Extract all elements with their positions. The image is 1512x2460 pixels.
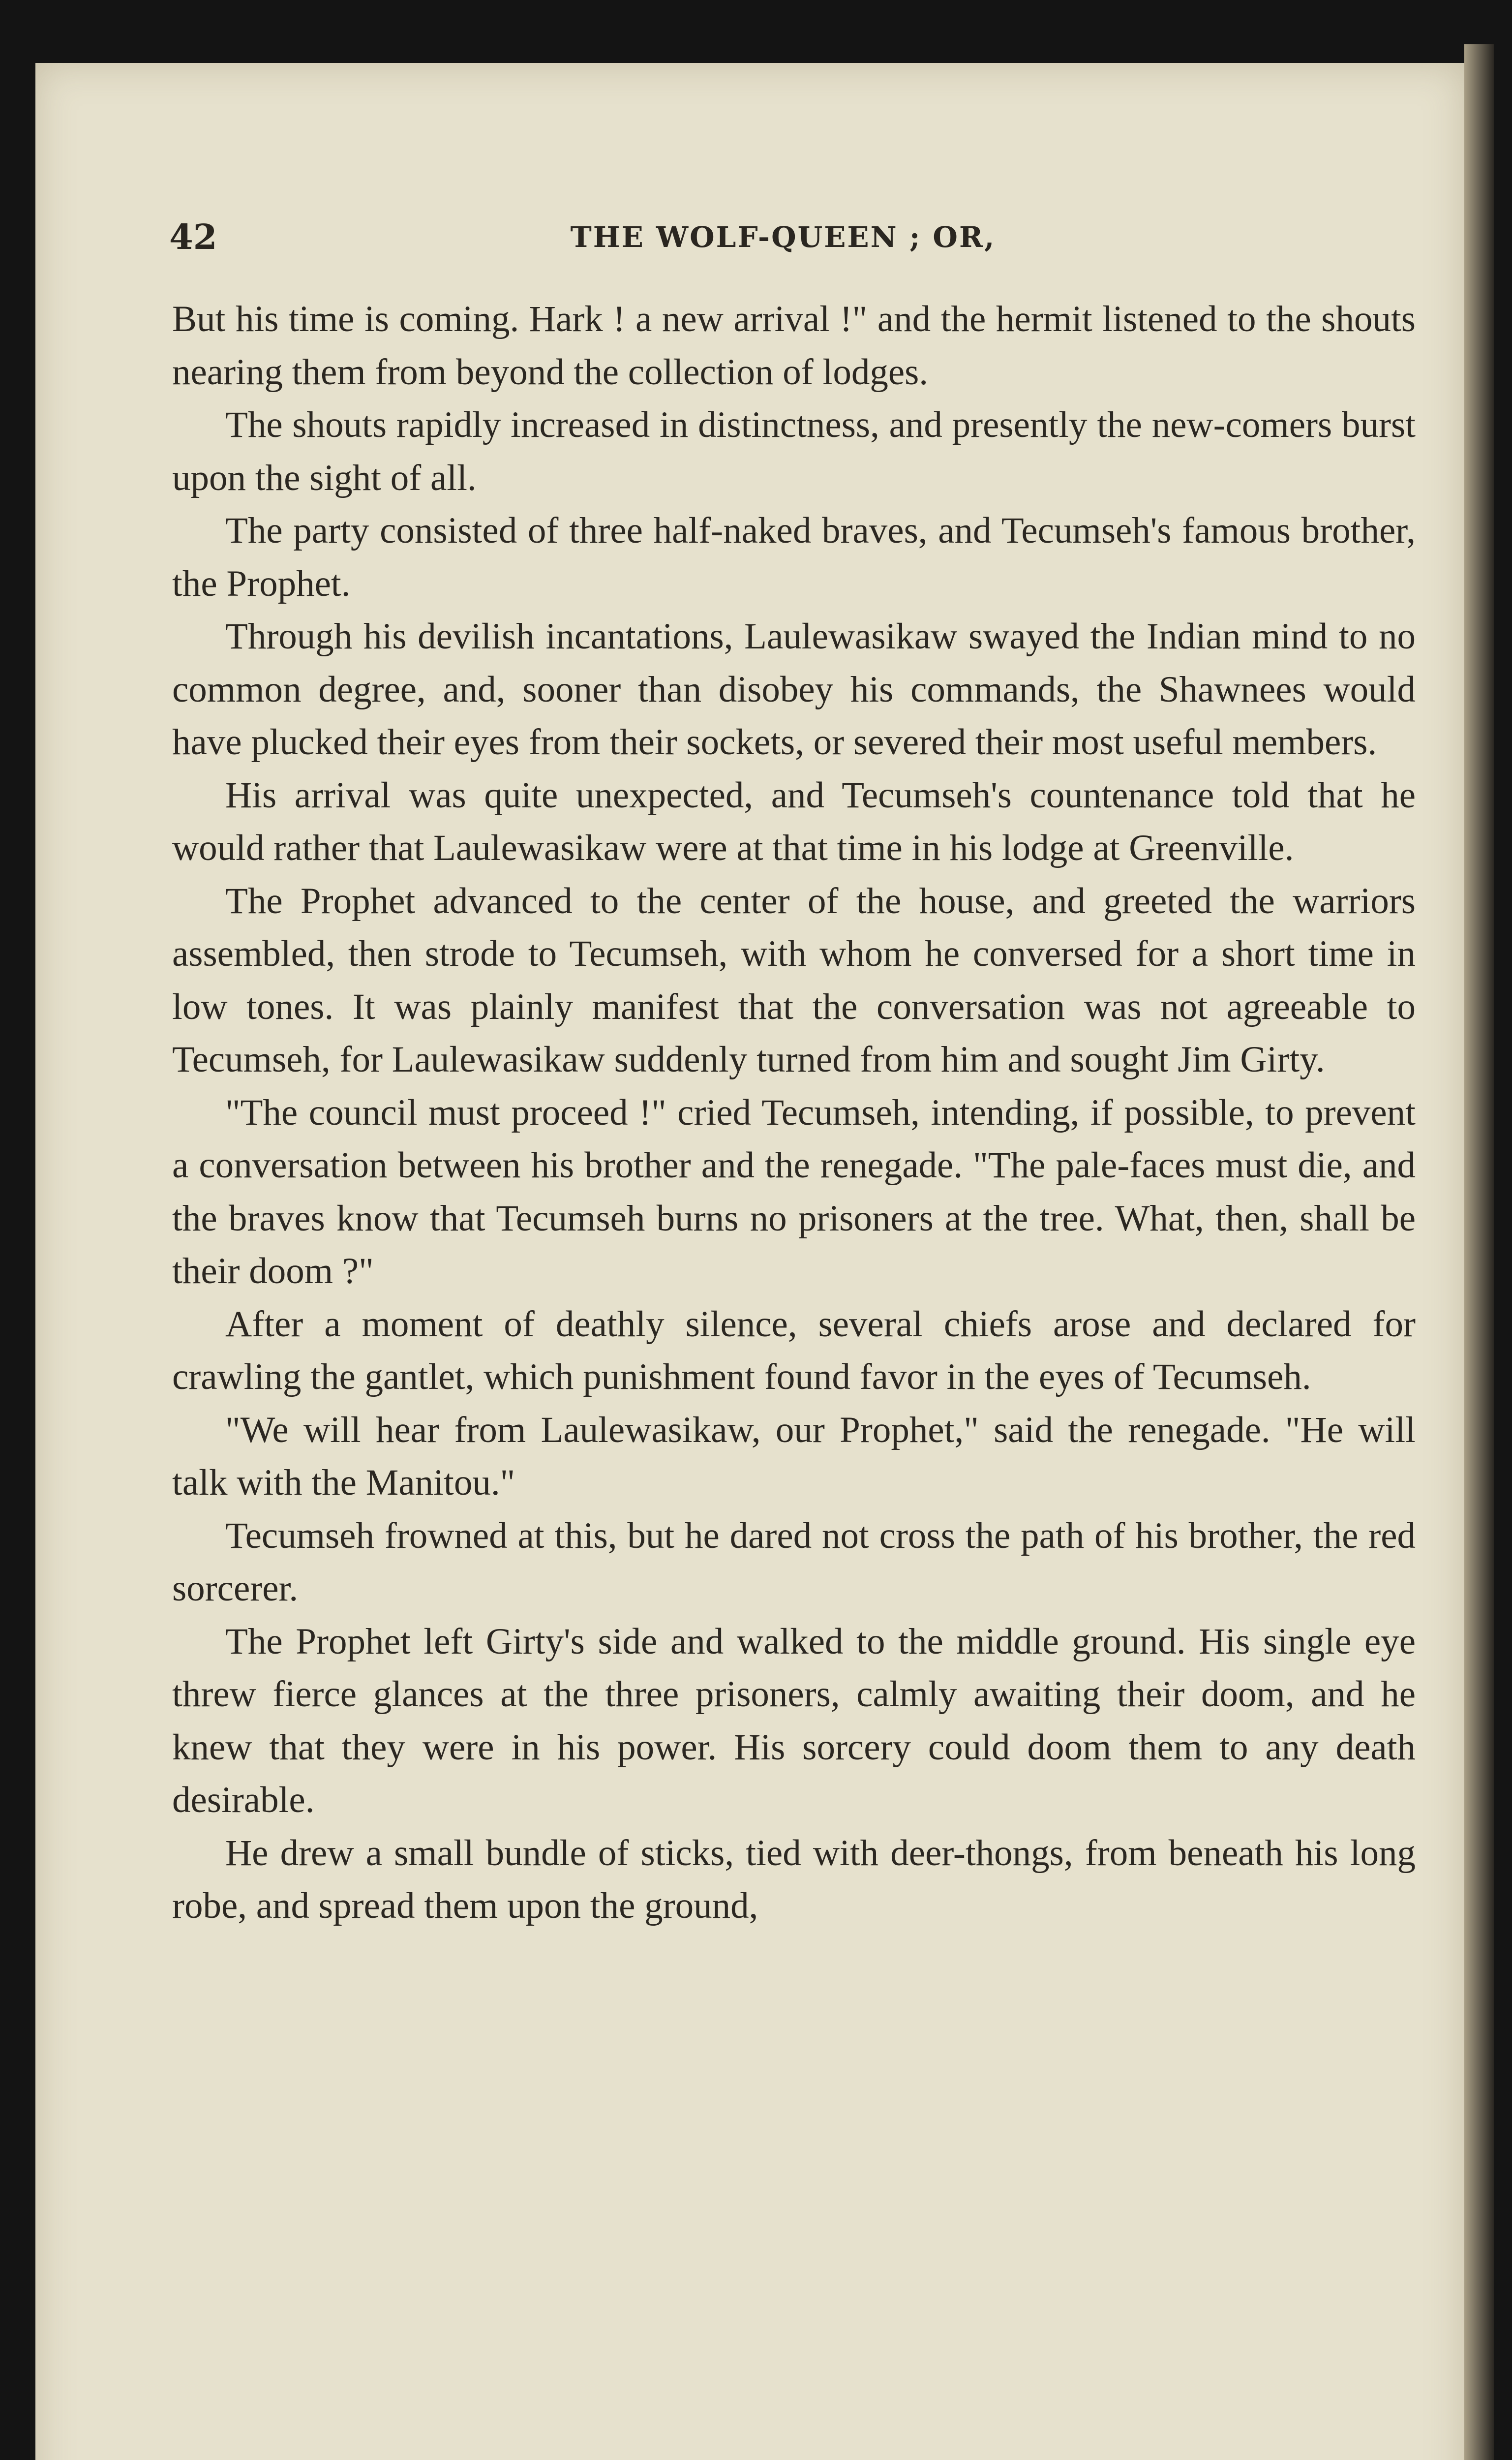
paragraph: After a moment of deathly silence, several chiefs arose and declared for crawling the gantlet, which punishment found favor in the eyes of Tecumseh. (172, 1303, 1416, 1397)
paragraph: He drew a small bundle of sticks, tied with deer-thongs, from beneath his long robe, and spread them upon the ground, (172, 1832, 1416, 1926)
paragraph: Tecumseh frowned at this, but he dared not cross the path of his brother, the red sorcerer. (172, 1515, 1416, 1609)
paragraph: The Prophet advanced to the center of the house, and greeted the warriors assembled, then strode to Tecumseh, with whom he conversed for a short time in low tones. It was plainly manifest that the conversation was not agreeable to Tecumseh, for Laulewasikaw suddenly turned from him and sought Jim Girty. (172, 880, 1416, 1080)
page-number: 42 (169, 216, 217, 257)
paragraph: "The council must proceed !" cried Tecumseh, intending, if possible, to prevent a conversation between his brother and the renegade. "The pale-faces must die, and the braves know that Tecumseh burns no prisoners at the tree. What, then, shall be their doom ?" (172, 1092, 1416, 1292)
body-text (172, 293, 1416, 1933)
page-edge (1464, 44, 1494, 2460)
running-title: THE WOLF-QUEEN ; OR, (570, 220, 996, 254)
paragraph: His arrival was quite unexpected, and Tecumseh's countenance told that he would rather that Laulewasikaw were at that time in his lodge at Greenville. (172, 774, 1416, 868)
paragraph: The party consisted of three half-naked braves, and Tecumseh's famous brother, the Prophet. (172, 510, 1416, 604)
paragraph: The shouts rapidly increased in distinctness, and presently the new-comers burst upon the sight of all. (172, 404, 1416, 498)
running-head (144, 212, 1422, 261)
paragraph: The Prophet left Girty's side and walked to the middle ground. His single eye threw fierce glances at the three prisoners, calmly awaiting their doom, and he knew that they were in his power. His sorcery could doom them to any death desirable. (172, 1621, 1416, 1820)
paragraph: Through his devilish incantations, Laulewasikaw swayed the Indian mind to no common degree, and, sooner than disobey his commands, the Shawnees would have plucked their eyes from their sockets, or severed their most useful members. (172, 616, 1416, 763)
paragraph: But his time is coming. Hark ! a new arrival !" and the hermit listened to the shouts nearing them from beyond the collection of lodges. (172, 299, 1416, 393)
paragraph: "We will hear from Laulewasikaw, our Prophet," said the renegade. "He will talk with the Manitou." (172, 1409, 1416, 1503)
